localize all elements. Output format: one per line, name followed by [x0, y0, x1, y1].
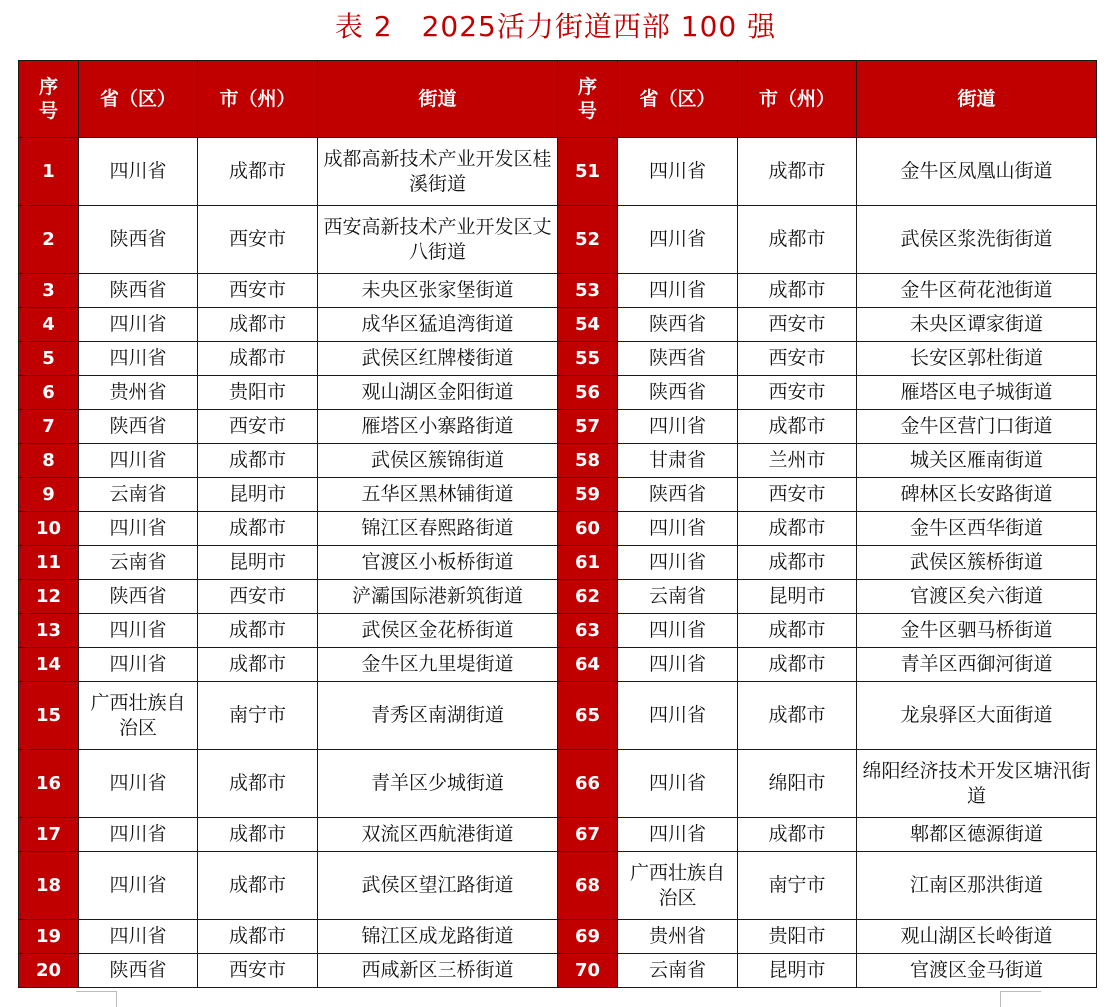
province-cell: 云南省	[79, 546, 198, 580]
rank-number-cell: 1	[19, 138, 79, 206]
rank-number-cell: 7	[19, 410, 79, 444]
street-cell: 绵阳经济技术开发区塘汛街道	[857, 750, 1097, 818]
street-cell: 金牛区凤凰山街道	[857, 138, 1097, 206]
province-cell: 贵州省	[618, 920, 738, 954]
table-row	[19, 138, 1097, 206]
city-cell: 西安市	[738, 308, 857, 342]
city-cell: 成都市	[198, 920, 318, 954]
province-cell: 陕西省	[618, 308, 738, 342]
province-cell: 四川省	[618, 818, 738, 852]
rank-number-cell: 16	[19, 750, 79, 818]
street-cell: 雁塔区电子城街道	[857, 376, 1097, 410]
street-cell: 官渡区小板桥街道	[318, 546, 558, 580]
city-cell: 成都市	[198, 512, 318, 546]
rank-number-cell: 19	[19, 920, 79, 954]
city-cell: 成都市	[738, 682, 857, 750]
table-row	[19, 920, 1097, 954]
street-cell: 浐灞国际港新筑街道	[318, 580, 558, 614]
province-cell: 四川省	[79, 818, 198, 852]
page-corner-mark-left	[76, 991, 117, 1007]
province-cell: 四川省	[618, 512, 738, 546]
page-corner-mark-right	[1000, 991, 1041, 1007]
province-cell: 四川省	[618, 614, 738, 648]
city-cell: 成都市	[738, 274, 857, 308]
city-cell: 成都市	[738, 818, 857, 852]
rank-number-cell: 59	[558, 478, 618, 512]
street-cell: 城关区雁南街道	[857, 444, 1097, 478]
rank-number-cell: 56	[558, 376, 618, 410]
table-title: 表 2 2025活力街道西部 100 强	[334, 10, 777, 43]
rank-number-cell: 12	[19, 580, 79, 614]
street-cell: 锦江区成龙路街道	[318, 920, 558, 954]
province-cell: 陕西省	[79, 580, 198, 614]
street-cell: 武侯区红牌楼街道	[318, 342, 558, 376]
province-cell: 四川省	[618, 648, 738, 682]
city-cell: 南宁市	[198, 682, 318, 750]
province-cell: 云南省	[618, 580, 738, 614]
street-cell: 成华区猛追湾街道	[318, 308, 558, 342]
rank-number-cell: 6	[19, 376, 79, 410]
city-cell: 成都市	[198, 308, 318, 342]
city-cell: 西安市	[198, 274, 318, 308]
city-cell: 西安市	[738, 376, 857, 410]
street-cell: 未央区谭家街道	[857, 308, 1097, 342]
province-cell: 广西壮族自治区	[79, 682, 198, 750]
header-street: 街道	[318, 61, 558, 138]
province-cell: 广西壮族自治区	[618, 852, 738, 920]
rank-number-cell: 5	[19, 342, 79, 376]
table-row	[19, 648, 1097, 682]
city-cell: 成都市	[198, 614, 318, 648]
table-row	[19, 512, 1097, 546]
city-cell: 成都市	[198, 852, 318, 920]
province-cell: 陕西省	[79, 954, 198, 988]
rank-number-cell: 11	[19, 546, 79, 580]
table-row	[19, 206, 1097, 274]
province-cell: 陕西省	[79, 274, 198, 308]
city-cell: 昆明市	[738, 580, 857, 614]
street-cell: 金牛区营门口街道	[857, 410, 1097, 444]
province-cell: 陕西省	[618, 342, 738, 376]
rank-number-cell: 14	[19, 648, 79, 682]
street-cell: 金牛区九里堤街道	[318, 648, 558, 682]
province-cell: 四川省	[618, 750, 738, 818]
table-row	[19, 750, 1097, 818]
rank-number-cell: 13	[19, 614, 79, 648]
province-cell: 四川省	[618, 138, 738, 206]
street-cell: 郫都区德源街道	[857, 818, 1097, 852]
province-cell: 四川省	[79, 444, 198, 478]
street-cell: 观山湖区长岭街道	[857, 920, 1097, 954]
province-cell: 陕西省	[618, 376, 738, 410]
street-cell: 青秀区南湖街道	[318, 682, 558, 750]
rank-number-cell: 61	[558, 546, 618, 580]
rank-number-cell: 57	[558, 410, 618, 444]
rank-number-cell: 64	[558, 648, 618, 682]
street-cell: 武侯区金花桥街道	[318, 614, 558, 648]
rank-number-cell: 62	[558, 580, 618, 614]
header-seq-right: 序号	[558, 61, 618, 138]
street-cell: 金牛区荷花池街道	[857, 274, 1097, 308]
street-cell: 西咸新区三桥街道	[318, 954, 558, 988]
rank-number-cell: 58	[558, 444, 618, 478]
street-cell: 金牛区驷马桥街道	[857, 614, 1097, 648]
rank-number-cell: 18	[19, 852, 79, 920]
city-cell: 贵阳市	[198, 376, 318, 410]
street-cell: 武侯区簇桥街道	[857, 546, 1097, 580]
city-cell: 成都市	[738, 546, 857, 580]
province-cell: 四川省	[618, 682, 738, 750]
city-cell: 西安市	[198, 954, 318, 988]
street-cell: 武侯区浆洗街街道	[857, 206, 1097, 274]
street-cell: 西安高新技术产业开发区丈八街道	[318, 206, 558, 274]
city-cell: 绵阳市	[738, 750, 857, 818]
province-cell: 陕西省	[79, 410, 198, 444]
province-cell: 云南省	[618, 954, 738, 988]
header-seq: 序号	[19, 61, 79, 138]
street-cell: 武侯区簇锦街道	[318, 444, 558, 478]
table-row	[19, 410, 1097, 444]
city-cell: 成都市	[198, 444, 318, 478]
province-cell: 四川省	[618, 274, 738, 308]
city-cell: 成都市	[198, 818, 318, 852]
province-cell: 四川省	[79, 920, 198, 954]
province-cell: 四川省	[79, 138, 198, 206]
rank-number-cell: 52	[558, 206, 618, 274]
city-cell: 西安市	[198, 206, 318, 274]
province-cell: 甘肃省	[618, 444, 738, 478]
province-cell: 陕西省	[79, 206, 198, 274]
rank-number-cell: 66	[558, 750, 618, 818]
street-cell: 未央区张家堡街道	[318, 274, 558, 308]
rank-number-cell: 20	[19, 954, 79, 988]
city-cell: 成都市	[738, 138, 857, 206]
table-row	[19, 546, 1097, 580]
rank-number-cell: 51	[558, 138, 618, 206]
province-cell: 四川省	[79, 308, 198, 342]
table-row	[19, 274, 1097, 308]
city-cell: 昆明市	[198, 478, 318, 512]
province-cell: 贵州省	[79, 376, 198, 410]
header-province-right: 省（区）	[618, 61, 738, 138]
street-cell: 青羊区少城街道	[318, 750, 558, 818]
street-cell: 碑林区长安路街道	[857, 478, 1097, 512]
rank-number-cell: 2	[19, 206, 79, 274]
city-cell: 成都市	[198, 750, 318, 818]
header-province: 省（区）	[79, 61, 198, 138]
header-city-right: 市（州）	[738, 61, 857, 138]
city-cell: 成都市	[198, 138, 318, 206]
rank-number-cell: 65	[558, 682, 618, 750]
province-cell: 四川省	[79, 342, 198, 376]
street-cell: 官渡区矣六街道	[857, 580, 1097, 614]
table-row	[19, 376, 1097, 410]
rank-number-cell: 63	[558, 614, 618, 648]
rank-number-cell: 70	[558, 954, 618, 988]
ranking-table	[18, 60, 1097, 988]
province-cell: 四川省	[79, 750, 198, 818]
table-row	[19, 614, 1097, 648]
province-cell: 四川省	[618, 410, 738, 444]
province-cell: 四川省	[618, 206, 738, 274]
street-cell: 五华区黑林铺街道	[318, 478, 558, 512]
street-cell: 雁塔区小寨路街道	[318, 410, 558, 444]
rank-number-cell: 55	[558, 342, 618, 376]
city-cell: 西安市	[198, 580, 318, 614]
province-cell: 四川省	[79, 512, 198, 546]
street-cell: 武侯区望江路街道	[318, 852, 558, 920]
city-cell: 昆明市	[738, 954, 857, 988]
table-row	[19, 580, 1097, 614]
city-cell: 成都市	[198, 342, 318, 376]
rank-number-cell: 3	[19, 274, 79, 308]
city-cell: 西安市	[738, 342, 857, 376]
city-cell: 成都市	[738, 512, 857, 546]
rank-number-cell: 4	[19, 308, 79, 342]
rank-number-cell: 68	[558, 852, 618, 920]
street-cell: 金牛区西华街道	[857, 512, 1097, 546]
table-row	[19, 954, 1097, 988]
street-cell: 锦江区春熙路街道	[318, 512, 558, 546]
header-city: 市（州）	[198, 61, 318, 138]
city-cell: 昆明市	[198, 546, 318, 580]
province-cell: 云南省	[79, 478, 198, 512]
province-cell: 四川省	[79, 852, 198, 920]
rank-number-cell: 15	[19, 682, 79, 750]
city-cell: 南宁市	[738, 852, 857, 920]
table-row	[19, 342, 1097, 376]
rank-number-cell: 53	[558, 274, 618, 308]
street-cell: 龙泉驿区大面街道	[857, 682, 1097, 750]
table-row	[19, 478, 1097, 512]
street-cell: 双流区西航港街道	[318, 818, 558, 852]
rank-number-cell: 17	[19, 818, 79, 852]
city-cell: 成都市	[198, 648, 318, 682]
street-cell: 成都高新技术产业开发区桂溪街道	[318, 138, 558, 206]
city-cell: 成都市	[738, 614, 857, 648]
city-cell: 西安市	[198, 410, 318, 444]
street-cell: 青羊区西御河街道	[857, 648, 1097, 682]
city-cell: 兰州市	[738, 444, 857, 478]
street-cell: 官渡区金马街道	[857, 954, 1097, 988]
rank-number-cell: 67	[558, 818, 618, 852]
table-row	[19, 818, 1097, 852]
rank-number-cell: 60	[558, 512, 618, 546]
province-cell: 陕西省	[618, 478, 738, 512]
city-cell: 成都市	[738, 410, 857, 444]
province-cell: 四川省	[79, 614, 198, 648]
rank-number-cell: 69	[558, 920, 618, 954]
province-cell: 四川省	[618, 546, 738, 580]
city-cell: 西安市	[738, 478, 857, 512]
street-cell: 江南区那洪街道	[857, 852, 1097, 920]
table-row	[19, 444, 1097, 478]
table-row	[19, 682, 1097, 750]
rank-number-cell: 9	[19, 478, 79, 512]
header-street-right: 街道	[857, 61, 1097, 138]
city-cell: 成都市	[738, 206, 857, 274]
header-row	[19, 61, 1097, 138]
city-cell: 成都市	[738, 648, 857, 682]
street-cell: 观山湖区金阳街道	[318, 376, 558, 410]
rank-number-cell: 54	[558, 308, 618, 342]
street-cell: 长安区郭杜街道	[857, 342, 1097, 376]
province-cell: 四川省	[79, 648, 198, 682]
table-row	[19, 852, 1097, 920]
rank-number-cell: 8	[19, 444, 79, 478]
table-row	[19, 308, 1097, 342]
rank-number-cell: 10	[19, 512, 79, 546]
city-cell: 贵阳市	[738, 920, 857, 954]
